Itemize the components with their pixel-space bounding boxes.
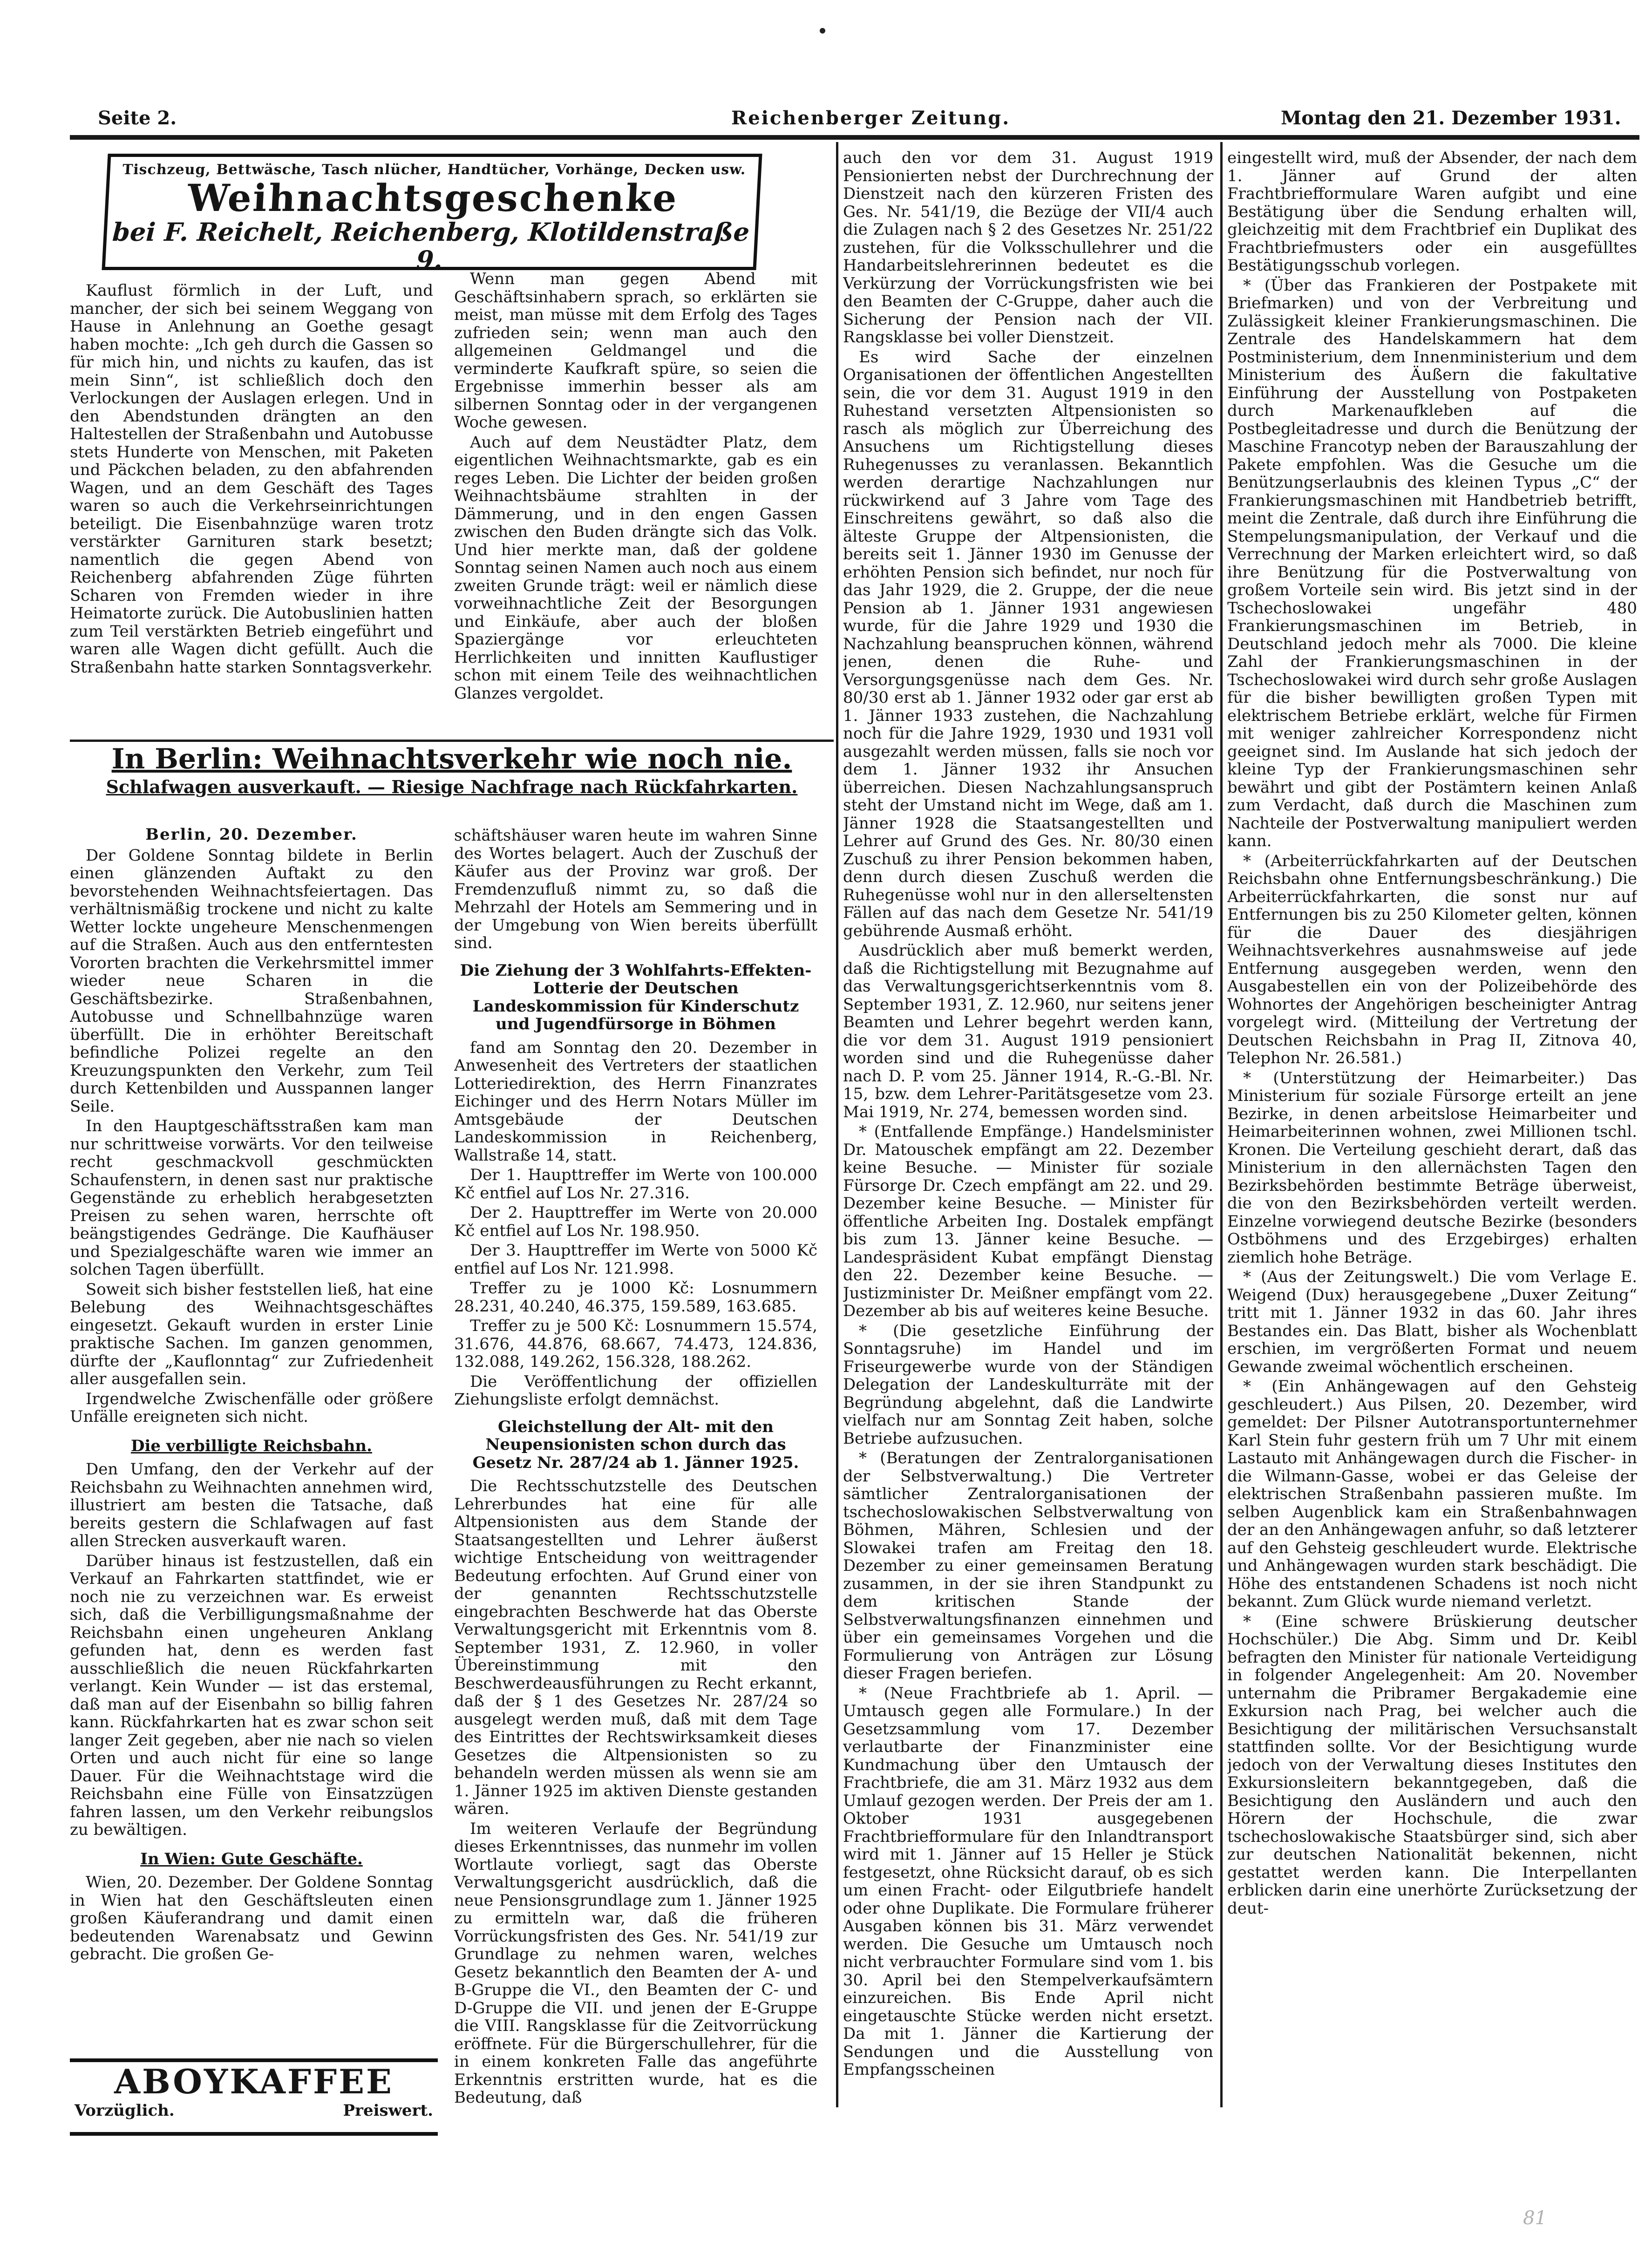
issue-date: Montag den 21. Dezember 1931.: [1281, 107, 1621, 129]
paragraph: Die Veröffentlichung der offiziellen Ziehungsliste erfolgt demnächst.: [454, 1372, 817, 1409]
paragraph: Treffer zu je 500 Kč: Losnummern 15.574, 31.676, 44.876, 68.667, 74.473, 124.836, 132.088, 149.262, 156.328, 188.262.: [454, 1317, 817, 1371]
article-col1-lower: [70, 822, 433, 2051]
ad-title: ABOYKAFFEE: [114, 2062, 394, 2101]
paragraph: Ausdrücklich aber muß bemerkt werden, daß die Richtigstellung mit Bezugnahme auf das Verwaltungsgerichtserkenntnis vom 8. September 1931, Z. 12.960, nur seitens jener Beamten und Lehrer begehrt werden kann, die vor dem 31. August 1919 pensioniert worden sind und die Ruhegenüsse daher nach D. P. vom 25. Jänner 1914, R.-G.-Bl. Nr. 15, bzw. dem Lehrer-Paritätsgesetze vom 23. Mai 1919, Nr. 274, bemessen worden sind.: [843, 941, 1213, 1121]
section-heading: In Wien: Gute Geschäfte.: [140, 1849, 363, 1868]
article-col3: [843, 149, 1213, 2121]
paragraph: In den Hauptgeschäftsstraßen kam man nur schrittweise vorwärts. Vor den teilweise recht geschmackvoll geschmückten Schaufenstern, in denen sast nur praktische Gegenstände zu erheblich herabgesetzten Preisen zu sehen waren, herrschte oft beängstigendes Gedränge. Die Kaufhäuser und Spezialgeschäfte waren wie immer an solchen Tagen überfüllt.: [70, 1117, 433, 1279]
pencil-mark: 81: [1523, 2207, 1547, 2229]
paragraph: Auch auf dem Neustädter Platz, dem eigentlichen Weihnachtsmarkte, gab es ein reges Leben. Die Lichter der beiden großen Weihnachtsbäume strahlten in der Dämmerung, und in den engen Gassen zwischen den Buden drängte sich das Volk. Und hier merkte man, daß der goldene Sonntag seinen Namen auch noch aus einem zweiten Grunde trägt: weil er nämlich diese vorweihnachtliche Zeit der Besorgungen und Einkäufe, aber auch der bloßen Spaziergänge vor erleuchteten Herrlichkeiten und innitten Kauflustiger schon mit einem Teile des weihnachtlichen Glanzes vergoldet.: [454, 433, 817, 703]
column-rule: [1220, 142, 1223, 2107]
ad-title: Weihnachtsgeschenke: [186, 176, 679, 220]
paragraph: Kauflust förmlich in der Luft, und mancher, der sich bei seinem Weggang von Hause in Anlehnung an Goethe gesagt haben mochte: „Ich geh durch die Gassen so für mich hin, und nichts zu kaufen, das ist mein Sinn“, ist schließlich doch den Verlockungen der Auslagen erlegen. Und in den Abendstunden drängten an den Haltestellen der Straßenbahn und Autobusse stets Hunderte von Menschen, mit Paketen und Päckchen beladen, zu den abfahrenden Wagen, und an dem Geschäft des Tages waren so auch die Verkehrseinrichtungen beteiligt. Die Eisenbahnzüge waren trotz verstärkter Garnituren stark besetzt; namentlich die gegen Abend von Reichenberg abfahrenden Züge führten Scharen von Fremden wieder in ihre Heimatorte zurück. Die Autobuslinien hatten zum Teil verstärkten Betrieb eingeführt und waren alle Wagen dicht gefüllt. Auch die Straßenbahn hatte starken Sonntagsverkehr.: [70, 282, 433, 677]
paragraph: Darüber hinaus ist festzustellen, daß ein Verkauf an Fahrkarten stattfindet, wie er noch nie zu verzeichnen war. Es erweist sich, daß die Verbilligungsmaßnahme der Reichsbahn einen ungeheuren Anklang gefunden hat, denn es werden fast ausschließlich die neuen Rückfahrkarten verlangt. Kein Wunder — ist das erstemal, daß man auf der Eisenbahn so billig fahren kann. Rückfahrkarten hat es zwar schon seit langer Zeit gegeben, aber nie nach so vielen Orten und auch nicht für eine so lange Dauer. Für die Weihnachtstage wird die Reichsbahn eine Fülle von Einsatzzügen fahren lassen, um den Verkehr reibungslos zu bewältigen.: [70, 1551, 433, 1839]
ad-slogans: [70, 2101, 438, 2120]
column-rule: [836, 142, 838, 2107]
section-heading: Gleichstellung der Alt- mit den Neupensionisten schon durch das Gesetz Nr. 287/24 ab 1. Jänner 1925.: [472, 1417, 799, 1472]
paragraph: Im weiteren Verlaufe der Begründung dieses Erkenntnisses, das nunmehr im vollen Wortlaute vorliegt, sagt das Oberste Verwaltungsgericht ausdrücklich, daß die neue Pensionsgrundlage zum 1. Jänner 1925 zu ermitteln war, daß die früheren Vorrückungsfristen des Ges. Nr. 541/19 zur Grundlage zu nehmen waren, welches Gesetz bekanntlich den Beamten der A- und B-Gruppe die VI., den Beamten der C- und D-Gruppe die VII. und jenen der E-Gruppe die VIII. Rangsklasse für die Zeitvorrückung eröffnete. Für die Bürgerschullehrer, für die in einem konkreten Falle das angeführte Erkenntnis erstritten wurde, hat es die Bedeutung, daß: [454, 1819, 817, 2107]
berlin-headline: [70, 743, 834, 799]
paragraph: schäftshäuser waren heute im wahren Sinne des Wortes belagert. Auch der Zuschuß der Käufer aus der Provinz war groß. Der Fremdenzufluß nimmt zu, so daß die Mehrzahl der Hotels am Semmering und in der Umgebung von Wien bereits überfüllt sind.: [454, 827, 817, 952]
paragraph: Wien, 20. Dezember. Der Goldene Sonntag in Wien hat den Geschäftsleuten einen großen Käuferandrang und damit einen bedeutenden Warenabsatz und Gewinn gebracht. Die großen Ge-: [70, 1873, 433, 1963]
paragraph: Irgendwelche Zwischenfälle oder größere Unfälle ereigneten sich nicht.: [70, 1389, 433, 1426]
article-col2-lower: [454, 827, 817, 2121]
paragraph: Den Umfang, den der Verkehr auf der Reichsbahn zu Weihnachten annehmen wird, illustriert am besten die Tatsache, daß bereits gestern die Schlafwagen auf fast allen Strecken ausverkauft waren.: [70, 1460, 433, 1550]
paragraph: eingestellt wird, muß der Absender, der nach dem 1. Jänner auf Grund der alten Frachtbriefformulare Waren aufgibt und eine Bestätigung über die Sendung erhalten will, gleichzeitig mit dem Frachtbrief ein Duplikat des Frachtbriefmusters oder ein ausgefülltes Bestätigungsschub vorlegen.: [1227, 149, 1637, 275]
paragraph: Treffer zu je 1000 Kč: Losnummern 28.231, 40.240, 46.375, 159.589, 163.685.: [454, 1279, 817, 1316]
dateline: Berlin, 20. Dezember.: [145, 825, 358, 844]
ad-items: Tischzeug, Bettwäsche, Tasch nlücher, Handtücher, Vorhänge, Decken usw.: [122, 162, 747, 178]
paragraph: Wenn man gegen Abend mit Geschäftsinhabern sprach, so erklärten sie meist, man müsse mit dem Erfolg des Tages zufrieden sein; wenn man auch den allgemeinen Geldmangel und die verminderte Kaufkraft spüre, so seien die Ergebnisse immerhin besser als am silbernen Sonntag oder in der vergangenen Woche gewesen.: [454, 270, 817, 432]
scan-mark: [820, 28, 825, 34]
paragraph: Soweit sich bisher feststellen ließ, hat eine Belebung des Weihnachtsgeschäftes eingesetzt. Gekauft wurden in erster Linie praktische Sachen. Im ganzen genommen, dürfte der „Kauflonntag“ zur Zufriedenheit aller ausgefallen sein.: [70, 1280, 433, 1388]
paragraph: * (Aus der Zeitungswelt.) Die vom Verlage E. Weigend (Dux) herausgegebene „Duxer Zeitung“ tritt mit 1. Jänner 1932 in das 60. Jahr ihres Bestandes ein. Das Blatt, bisher als Wochenblatt erschien, im vergrößerten Format und neuem Gewande zweimal wöchentlich erscheinen.: [1227, 1268, 1637, 1376]
article-col1-top: [70, 282, 433, 740]
paragraph: * (Entfallende Empfänge.) Handelsminister Dr. Matouschek empfängt am 22. Dezember keine Besuche. — Minister für soziale Fürsorge Dr. Czech empfängt am 22. und 29. Dezember keine Besuche. — Minister für öffentliche Arbeiten Ing. Dostalek empfängt bis zum 13. Jänner keine Besuche. — Landespräsident Kubat empfängt Dienstag den 22. Dezember keine Besuche. — Justizminister Dr. Meißner empfängt vom 22. Dezember ab bis auf weiteres keine Besuche.: [843, 1122, 1213, 1320]
section-heading: Die verbilligte Reichsbahn.: [130, 1436, 372, 1455]
ad-aboykaffee: [70, 2058, 438, 2136]
paragraph: * (Unterstützung der Heimarbeiter.) Das Ministerium für soziale Fürsorge erteilt an jene Bezirke, in denen arbeitslose Heimarbeiter und Heimarbeiterinnen wohnen, zwei Millionen tschl. Kronen. Die Verteilung geschieht derart, daß das Ministerium in den allernächsten Tagen den Bezirksbehörden bestimmte Beträge überweist, die von den Bezirksbehörden verteilt werden. Einzelne vorwiegend deutsche Bezirke (besonders Ostböhmens und des Erzgebirges) erhalten ziemlich hohe Beträge.: [1227, 1068, 1637, 1267]
paragraph: * (Neue Frachtbriefe ab 1. April. — Umtausch gegen alle Formulare.) In der Gesetzsammlung vom 17. Dezember verlautbarte der Finanzminister eine Kundmachung über den Umtausch der Frachtbriefe, die am 31. März 1932 aus dem Umlauf gezogen werden. Der Preis der am 1. Oktober 1931 ausgegebenen Frachtbriefformulare für den Inlandtransport wird mit 1. Jänner auf 15 Heller je Stück festgesetzt, ohne Rücksicht darauf, ob es sich um einen Fracht- oder Eilgutbriefe handelt oder ohne Duplikate. Die Formulare früherer Ausgaben können bis 31. März verwendet werden. Die Gesuche um Umtausch noch nicht verbrauchter Formulare sind vom 1. bis 30. April bei den Stempelverkaufsämtern einzureichen. Bis Ende April nicht eingetauschte Stücke werden nicht ersetzt. Da mit 1. Jänner die Kartierung der Sendungen und die Ausstellung von Empfangsscheinen: [843, 1684, 1213, 2079]
paragraph: * (Ein Anhängewagen auf den Gehsteig geschleudert.) Aus Pilsen, 20. Dezember, wird gemeldet: Der Pilsner Autotransportunternehmer Karl Stein fuhr gestern früh um 7 Uhr mit einem Lastauto mit Anhängewagen durch die Fischer- in die Wilmann-Gasse, wobei er das Geleise der elektrischen Straßenbahn passieren mußte. Im selben Augenblick kam ein Straßenbahnwagen der an den Anhängewagen anfuhr, so daß letzterer auf den Gehsteig geschleudert wurde. Elektrische und Anhängewagen wurden stark beschädigt. Die Höhe des entstandenen Schadens ist noch nicht bekannt. Zum Glück wurde niemand verletzt.: [1227, 1377, 1637, 1611]
headline: In Berlin: Weihnachtsverkehr wie noch nie.: [111, 743, 792, 775]
header-rule: [70, 135, 1639, 140]
ad-address: bei F. Reichelt, Reichenberg, Klotildenstraße 9.: [111, 217, 750, 275]
paragraph: Der Goldene Sonntag bildete in Berlin einen glänzenden Auftakt zu den bevorstehenden Weihnachtsfeiertagen. Das verhältnismäßig trockene und nicht zu kalte Wetter lockte ungeheure Menschenmengen auf die Straßen. Auch aus den entferntesten Vororten brachten die Verkehrsmittel immer wieder neue Scharen in die Geschäftsbezirke. Straßenbahnen, Autobusse und Schnellbahnzüge waren überfüllt. Die in erhöhter Bereitschaft befindliche Polizei regelte an den Kreuzungspunkten den Verkehr, zum Teil durch Kettenbilden und Ausspannen langer Seile.: [70, 846, 433, 1116]
paragraph: Die Rechtsschutzstelle des Deutschen Lehrerbundes hat eine für alle Altpensionisten aus dem Stande der Staatsangestellten und Lehrer äußerst wichtige Entscheidung von weittragender Bedeutung erfochten. Auf Grund einer von der genannten Rechtsschutzstelle eingebrachten Beschwerde hat das Oberste Verwaltungsgericht mit Erkenntnis vom 8. September 1931, Z. 12.960, in voller Übereinstimmung mit den Beschwerdeausführungen zu Recht erkannt, daß der § 1 des Gesetzes Nr. 287/24 so ausgelegt werden muß, daß mit dem Tage des Eintrittes der Rechtswirksamkeit dieses Gesetzes die Altpensionisten so zu behandeln werden müssen als wenn sie am 1. Jänner 1925 im aktiven Dienste gestanden wären.: [454, 1477, 817, 1818]
ad-weihnachtsgeschenke: [102, 154, 762, 275]
paragraph: Der 1. Haupttreffer im Werte von 100.000 Kč entfiel auf Los Nr. 27.316.: [454, 1166, 817, 1202]
section-rule: [70, 740, 834, 742]
paragraph: * (Beratungen der Zentralorganisationen der Selbstverwaltung.) Die Vertreter sämtlicher Zentralorganisationen der tschechoslowakischen Selbstverwaltung von Böhmen, Mähren, Schlesien und der Slowakei trafen am Freitag den 18. Dezember zu einer gemeinsamen Beratung zusammen, in der sie ihren Standpunkt zu dem kritischen Stande der Selbstverwaltungsfinanzen einnehmen und über ein gemeinsames Vorgehen und die Formulierung von Anträgen zur Lösung dieser Fragen beriefen.: [843, 1449, 1213, 1683]
subheadline: Schlafwagen ausverkauft. — Riesige Nachfrage nach Rückfahrkarten.: [106, 776, 798, 797]
paragraph: Der 3. Haupttreffer im Werte von 5000 Kč entfiel auf Los Nr. 121.998.: [454, 1241, 817, 1278]
article-col2-top: [454, 270, 817, 740]
paragraph: * (Eine schwere Brüskierung deutscher Hochschüler.) Die Abg. Simm und Dr. Keibl befragten den Minister für nationale Verteidigung in folgender Angelegenheit: Am 20. November unternahm die Pribramer Bergakademie eine Exkursion nach Prag, bei welcher auch die Besichtigung der militärischen Versuchsanstalt stattfinden sollte. Vor der Besichtigung wurde jedoch von der Verwaltung dieses Institutes den Exkursionsleitern bekanntgegeben, daß die Besichtigung den Ausländern und auch den Hörern der Hochschule, die zwar tschechoslowakische Staatsbürger sind, sich aber zur deutschen Nationalität bekennen, nicht gestattet werden kann. Die Interpellanten erblicken darin eine unerhörte Zurücksetzung der deut-: [1227, 1612, 1637, 1918]
page-number: Seite 2.: [98, 107, 177, 129]
paragraph: * (Über das Frankieren der Postpakete mit Briefmarken) und von der Verbreitung und Zulässigkeit kleiner Frankierungsmaschinen. Die Zentrale des Handelskammern hat dem Postministerium, dem Innenministerium und dem Ministerium des Äußern die fakultative Einführung der Ausstellung von Postpaketen durch Markenaufkleben auf die Postbegleitadresse und durch die Benützung der Maschine Francotyp neben der Barauszahlung der Pakete empfohlen. Was die Gesuche um die Benützungserlaubnis des kleinen Typus „C“ der Frankierungsmaschinen mit Handbetrieb betrifft, meint die Zentrale, daß durch ihre Einführung die Stempelungsmanipulation, der Verkauf und die Verrechnung der Marken erleichtert wird, so daß ihre Benützung für die Postverwaltung von großem Vorteile sein wird. Bis jetzt sind in der Tschechoslowakei ungefähr 480 Frankierungsmaschinen im Betrieb, in Deutschland jedoch mehr als 7000. Die kleine Zahl der Frankierungsmaschinen in der Tschechoslowakei wird durch sehr große Auslagen für die bisher bewilligten großen Typen mit elektrischem Betriebe erklärt, welche für Firmen mit weniger zahlreicher Korrespondenz nicht geeignet sind. Im Auslande hat sich jedoch der kleine Typ der Frankierungsmaschinen sehr bewährt und gibt der Postämtern keinen Anlaß zum Verdacht, daß durch die Maschinen zum Nachteile der Postverwaltung manipuliert werden kann.: [1227, 276, 1637, 850]
paragraph: auch den vor dem 31. August 1919 Pensionierten nebst der Durchrechnung der Dienstzeit nach den kürzeren Fristen des Ges. Nr. 541/19, die Bezüge der VII/4 auch die Zulagen nach § 2 des Gesetzes Nr. 251/22 zustehen, für die Volksschullehrer und die Handarbeitslehrerinnen bedeutet es die Verkürzung der Vorrückungsfristen wie bei den Beamten der C-Gruppe, daher auch die Sicherung der Pension nach der VII. Rangsklasse bei voller Dienstzeit.: [843, 149, 1213, 346]
ad-slogan-right: Preiswert.: [343, 2101, 433, 2120]
paragraph: fand am Sonntag den 20. Dezember in Anwesenheit des Vertreters der staatlichen Lotteriedirektion, des Herrn Finanzrates Eichinger und des Herrn Notars Müller im Amtsgebäude der Deutschen Landeskommission in Reichenberg, Wallstraße 14, statt.: [454, 1038, 817, 1165]
paragraph: Es wird Sache der einzelnen Organisationen der öffentlichen Angestellten sein, die vor dem 31. August 1919 in den Ruhestand versetzten Altpensionisten so rasch als möglich zur Überreichung des Ansuchens um Richtigstellung dieses Ruhegenusses zu veranlassen. Bekanntlich werden derartige Nachzahlungen nur rückwirkend auf 3 Jahre vom Tage des Einschreitens gewährt, so daß also die älteste Gruppe der Altpensionisten, die bereits seit 1. Jänner 1930 im Genusse der erhöhten Pension sich befindet, nur noch für das Jahr 1929, die 2. Gruppe, der die neue Pension ab 1. Jänner 1931 angewiesen wurde, für die Jahre 1929 und 1930 die Nachzahlung beanspruchen können, während jenen, denen die Ruhe- und Versorgungsgenüsse nach dem Ges. Nr. 80/30 erst ab 1. Jänner 1932 oder gar erst ab 1. Jänner 1933 zustehen, die Nachzahlung noch für die Jahre 1929, 1930 und 1931 voll ausgezahlt werden müssen, falls sie noch vor dem 1. Jänner 1932 ihr Ansuchen überreichen. Diesen Nachzahlungsanspruch steht der Umstand nicht im Wege, daß am 1. Jänner 1928 die Staatsangestellten und Lehrer auf Grund des Ges. Nr. 80/30 einen Zuschuß zu ihrer Pension bekommen haben, denn durch diesen Zuschuß werden die Ruhegenüsse wohl nur in den allerseltensten Fällen auf das nach dem Gesetze Nr. 541/19 gebührende Ausmaß erhöht.: [843, 347, 1213, 940]
masthead: Reichenberger Zeitung.: [731, 107, 1011, 129]
ad-slogan-left: Vorzüglich.: [75, 2101, 175, 2120]
page-header: [70, 98, 1639, 130]
article-col4: [1227, 149, 1637, 2121]
paragraph: * (Die gesetzliche Einführung der Sonntagsruhe) im Handel und im Friseurgewerbe wurde von der Ständigen Delegation der Landeskulturräte mit der Begründung abgelehnt, daß die Landwirte vielfach nur am Sonntag Zeit haben, solche Betriebe aufzusuchen.: [843, 1321, 1213, 1448]
paragraph: Der 2. Haupttreffer im Werte von 20.000 Kč entfiel auf Los Nr. 198.950.: [454, 1203, 817, 1240]
paragraph: * (Arbeiterrückfahrkarten auf der Deutschen Reichsbahn ohne Entfernungsbeschränkung.) Die Arbeiterrückfahrkarten, die sonst nur auf Entfernungen bis zu 250 Kilometer gelten, können für die Dauer des diesjährigen Weihnachtsverkehres ausnahmsweise auf jede Entfernung ausgegeben werden, wenn den Ausgabestellen ein von der Polizeibehörde des Wohnortes der Angehörigen bescheinigter Antrag vorgelegt wird. (Mitteilung der Vertretung der Deutschen Reichsbahn in Prag II, Zitnova 40, Telephon Nr. 26.581.): [1227, 851, 1637, 1067]
section-heading: Die Ziehung der 3 Wohlfahrts-Effekten-Lotterie der Deutschen Landeskommission für Kinderschutz und Jugendfürsorge in Böhmen: [460, 961, 812, 1033]
